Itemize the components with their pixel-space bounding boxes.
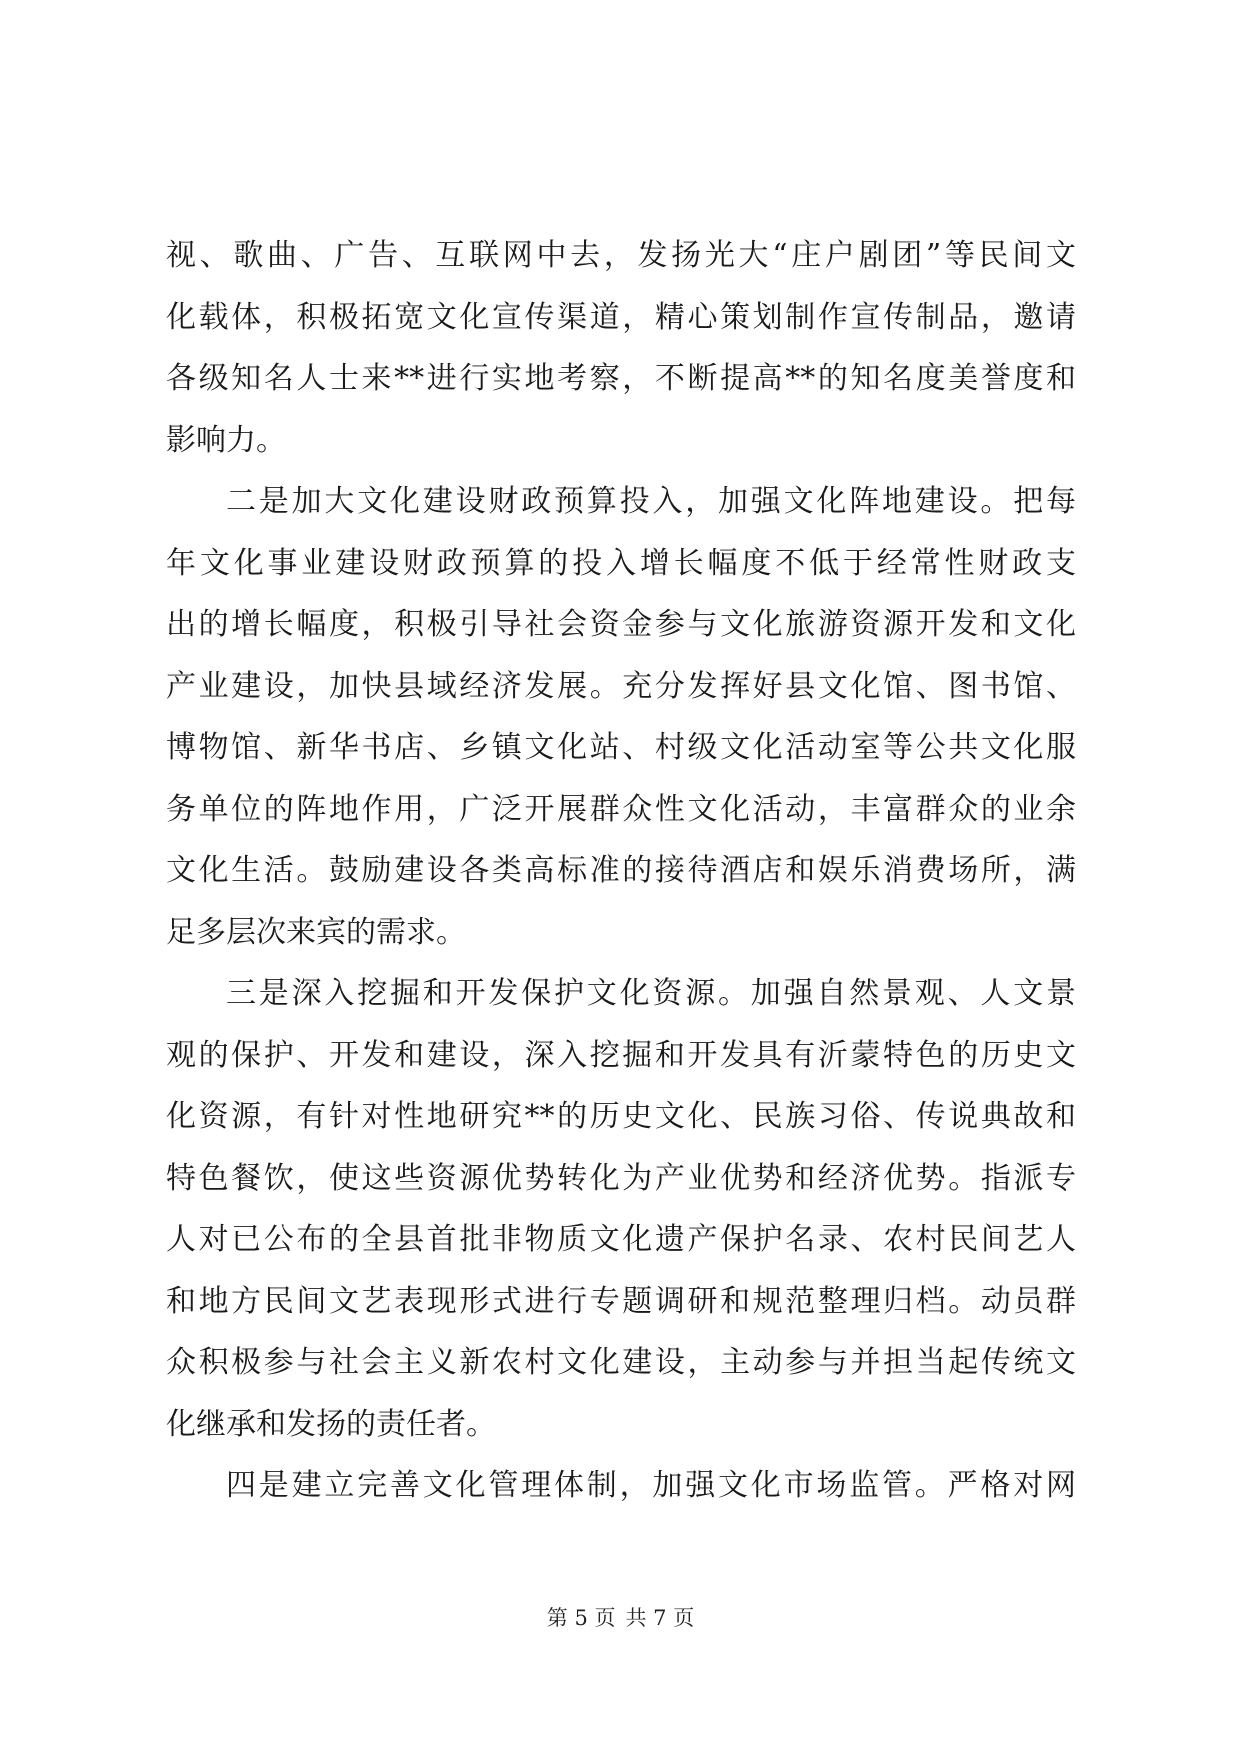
text-line: 产业建设，加快县域经济发展。充分发挥好县文化馆、图书馆、 <box>166 668 1076 704</box>
text-line: 年文化事业建设财政预算的投入增长幅度不低于经常性财政支 <box>166 545 1076 581</box>
paragraph-start-line: 二是加大文化建设财政预算投入，加强文化阵地建设。把每 <box>226 484 1076 519</box>
text-line: 人对已公布的全县首批非物质文化遗产保护名录、农村民间艺人 <box>166 1222 1076 1257</box>
text-line: 足多层次来宾的需求。 <box>166 914 466 950</box>
paragraph-start-line: 四是建立完善文化管理体制，加强文化市场监管。严格对网 <box>226 1468 1076 1503</box>
text-line: 化资源，有针对性地研究**的历史文化、民族习俗、传说典故和 <box>166 1099 1076 1134</box>
text-line: 特色餐饮，使这些资源优势转化为产业优势和经济优势。指派专 <box>166 1160 1076 1196</box>
text-line: 观的保护、开发和建设，深入挖掘和开发具有沂蒙特色的历史文 <box>166 1037 1076 1073</box>
page-number: 第 5 页 <box>546 1606 616 1630</box>
document-body <box>166 225 1076 1517</box>
page-footer <box>0 1602 1241 1632</box>
text-line: 和地方民间文艺表现形式进行专题调研和规范整理归档。动员群 <box>166 1283 1076 1319</box>
text-line: 出的增长幅度，积极引导社会资金参与文化旅游资源开发和文化 <box>166 607 1076 642</box>
paragraph-start-line: 三是深入挖掘和开发保护文化资源。加强自然景观、人文景 <box>226 976 1076 1011</box>
text-line: 化继承和发扬的责任者。 <box>166 1406 496 1442</box>
text-line: 博物馆、新华书店、乡镇文化站、村级文化活动室等公共文化服 <box>166 730 1076 765</box>
text-line: 务单位的阵地作用，广泛开展群众性文化活动，丰富群众的业余 <box>166 791 1076 827</box>
text-line: 文化生活。鼓励建设各类高标准的接待酒店和娱乐消费场所，满 <box>166 853 1076 888</box>
text-line: 视、歌曲、广告、互联网中去，发扬光大“庄户剧团”等民间文 <box>166 238 1076 273</box>
text-line: 影响力。 <box>166 422 286 458</box>
text-line: 众积极参与社会主义新农村文化建设，主动参与并担当起传统文 <box>166 1345 1076 1380</box>
text-line: 化载体，积极拓宽文化宣传渠道，精心策划制作宣传制品，邀请 <box>166 299 1076 335</box>
text-line: 各级知名人士来**进行实地考察，不断提高**的知名度美誉度和 <box>166 361 1076 396</box>
page-total: 共 7 页 <box>625 1606 695 1630</box>
